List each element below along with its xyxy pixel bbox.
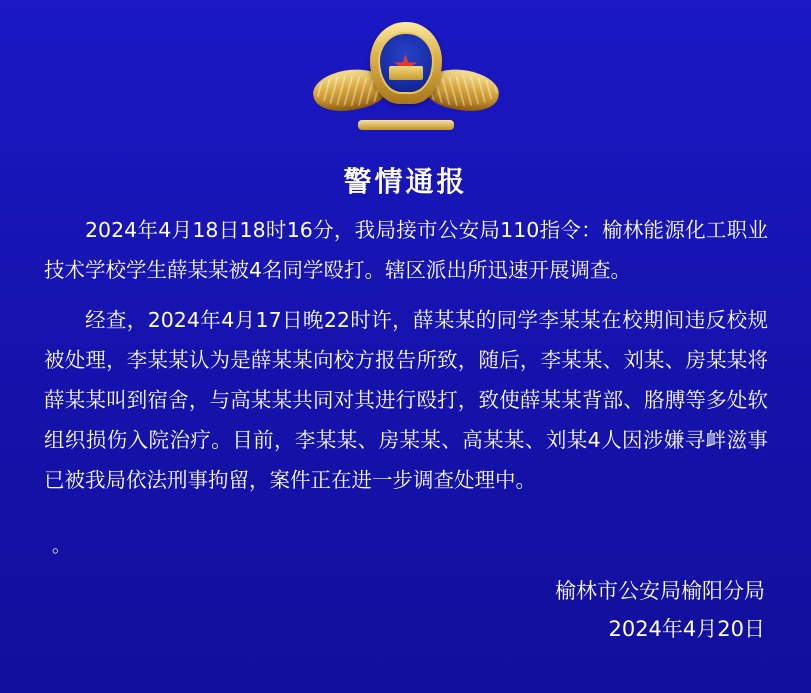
trailing-mark: 。 (52, 536, 70, 556)
emblem-shield-inner (378, 32, 434, 94)
emblem-shield (370, 22, 442, 104)
page-title: 警情通报 (343, 165, 468, 198)
paragraph-1: 2024年4月18日18时16分，我局接市公安局110指令：榆林能源化工职业技术学校学生薛某某被4名同学殴打。辖区派出所迅速开展调查。 (44, 218, 768, 282)
signature-date: 2024年4月20日 (608, 617, 765, 641)
signature-block (555, 572, 765, 648)
emblem-base-bar (358, 120, 454, 130)
paragraph-2: 经查，2024年4月17日晚22时许，薛某某的同学李某某在校期间违反校规被处理，李某某认为是薛某某向校方报告所致，随后，李某某、刘某、房某某将薛某某叫到宿舍，与高某某共同对其进行殴打，致使薛某某背部、胳膊等多处软组织损伤入院治疗。目前，李某某、房某某、高某某、刘某4人因涉嫌寻衅滋事已被我局依法刑事拘留，案件正在进一步调查处理中。 (44, 308, 768, 492)
emblem-gate-icon (389, 66, 423, 80)
signature-issuer: 榆林市公安局榆阳分局 (555, 579, 765, 603)
china-police-emblem-icon (311, 18, 501, 138)
notice-body (44, 210, 768, 510)
emblem-container (0, 18, 811, 138)
